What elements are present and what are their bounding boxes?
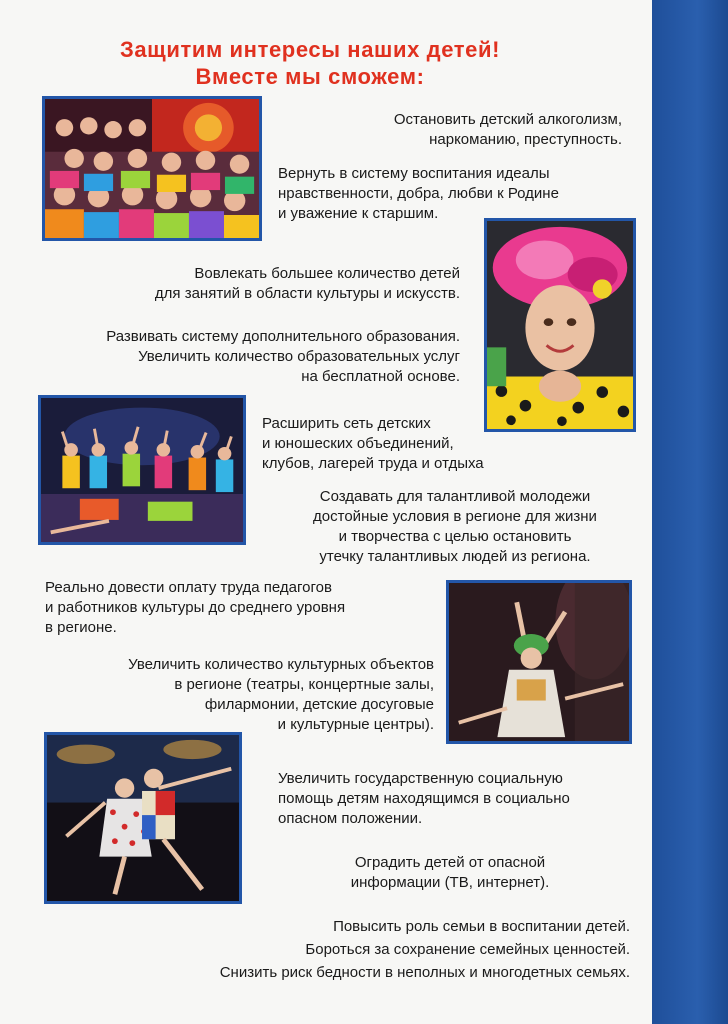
goal-11: Повысить роль семьи в воспитании детей. Бороться за сохранение семейных ценностей. Снизить риск бедности в неполных и многодетных семьях. bbox=[219, 918, 630, 981]
goal-7: Реально довести оплату труда педагогов и работников культуры до среднего уровня в регионе. bbox=[45, 579, 346, 636]
goal-2: Вернуть в систему воспитания идеалы нравственности, добра, любви к Родине и уважение к старшим. bbox=[278, 165, 559, 222]
goal-10: Оградить детей от опасной информации (ТВ, интернет). bbox=[350, 854, 550, 891]
goal-6: Создавать для талантливой молодежи достойные условия в регионе для жизни и творчества с целью остановить утечку талантливых людей из региона. bbox=[313, 488, 597, 565]
goal-5: Расширить сеть детских и юношеских объединений, клубов, лагерей труда и отдыха bbox=[262, 415, 484, 472]
dancing-pair-photo bbox=[44, 732, 242, 904]
title-line-2: Вместе мы сможем: bbox=[195, 64, 425, 89]
goal-3: Вовлекать большее количество детей для занятий в области культуры и искусств. bbox=[154, 265, 460, 302]
blue-side-stripe bbox=[652, 0, 728, 1024]
goal-1: Остановить детский алкоголизм, наркоманию, преступность. bbox=[393, 111, 622, 148]
goal-9: Увеличить государственную социальную помощь детям находящимся в социально опасном положении. bbox=[278, 770, 570, 827]
children-choir-photo bbox=[42, 96, 262, 241]
solo-dancer-photo bbox=[446, 580, 632, 744]
page-title bbox=[30, 36, 590, 90]
dance-group-stage-photo bbox=[38, 395, 246, 545]
title-line-1: Защитим интересы наших детей! bbox=[119, 37, 501, 62]
goal-8: Увеличить количество культурных объектов в регионе (театры, концертные залы, филармонии, детские досуговые и культурные центры). bbox=[128, 656, 434, 733]
goal-4: Развивать систему дополнительного образования. Увеличить количество образовательных услуг на бесплатной основе. bbox=[106, 328, 460, 385]
girl-flower-hat-photo bbox=[484, 218, 636, 432]
